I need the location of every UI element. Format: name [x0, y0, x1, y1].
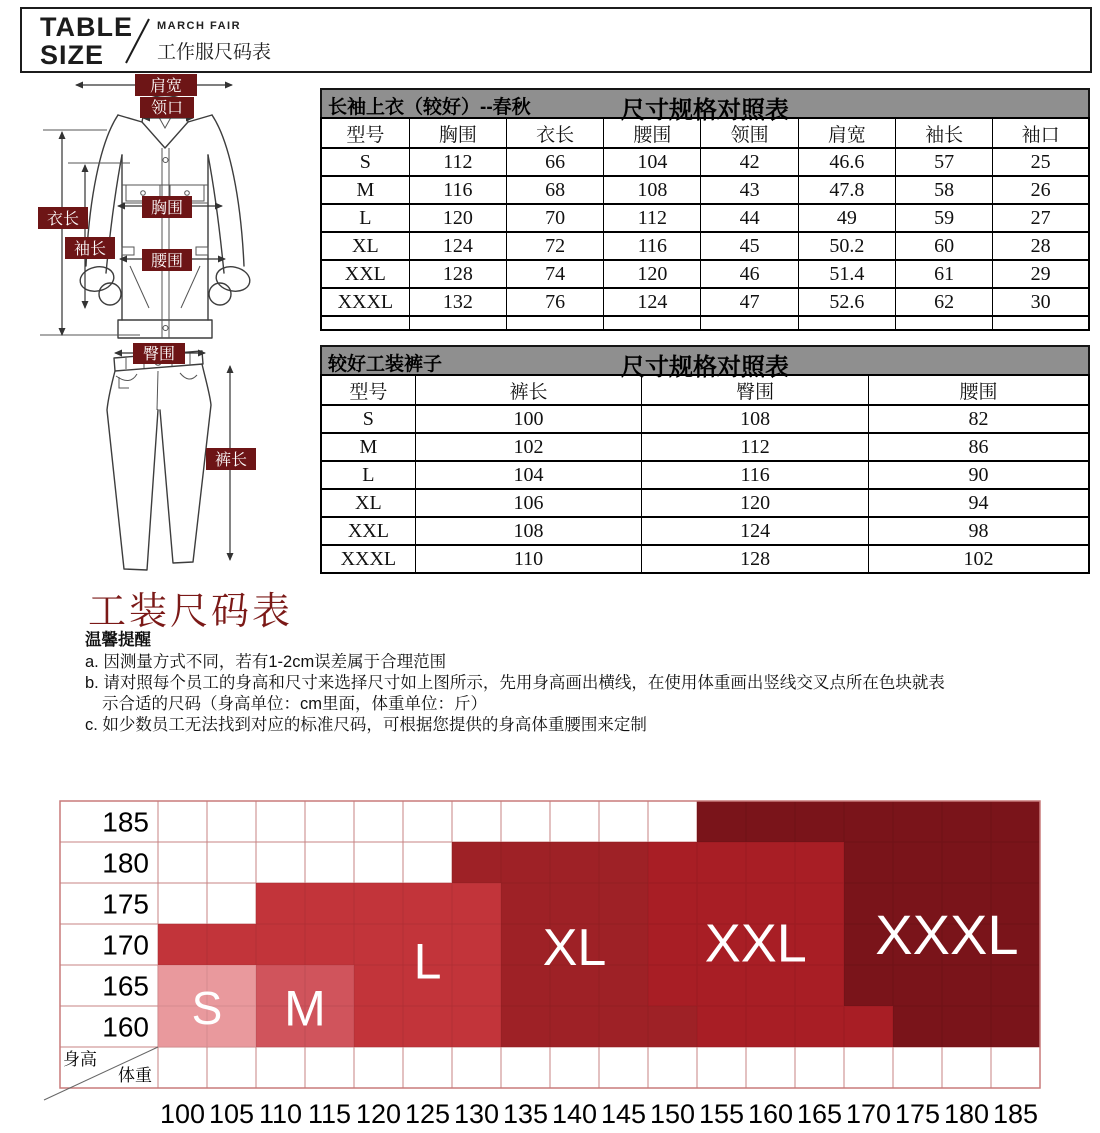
- heatmap-cell: [795, 801, 844, 842]
- weight-axis-tick: 165: [796, 1099, 843, 1129]
- jacket-size-table: [320, 117, 1090, 331]
- measure-arrows: [40, 85, 232, 560]
- sleeve-label: 袖长: [73, 241, 107, 258]
- table-cell: 26: [993, 176, 1089, 204]
- height-axis-tick: 170: [102, 929, 149, 961]
- table-cell: 112: [604, 204, 701, 232]
- table-cell: 45: [701, 232, 798, 260]
- heatmap-cell: [354, 924, 403, 965]
- column-header: 臀围: [642, 375, 869, 405]
- size-zone-label: L: [413, 933, 442, 990]
- table-cell: S: [321, 148, 409, 176]
- table-cell: 49: [798, 204, 895, 232]
- table-cell: 27: [993, 204, 1089, 232]
- column-header: 衣长: [506, 118, 603, 148]
- heatmap-cell: [452, 1006, 501, 1047]
- column-header: 领围: [701, 118, 798, 148]
- heatmap-cell: [648, 965, 697, 1006]
- table-cell: M: [321, 433, 415, 461]
- table-cell: 44: [701, 204, 798, 232]
- column-header: 型号: [321, 118, 409, 148]
- heatmap-cell: [550, 1006, 599, 1047]
- weight-axis-tick: 125: [404, 1099, 451, 1129]
- heatmap-cell: [795, 842, 844, 883]
- weight-axis-tick: 145: [600, 1099, 647, 1129]
- jacket-table-title: 长袖上衣（较好）--春秋: [328, 97, 531, 118]
- pants-drawing: [107, 351, 211, 570]
- heatmap-cell: [403, 883, 452, 924]
- heatmap-cell: [648, 1006, 697, 1047]
- table-cell: 57: [895, 148, 992, 176]
- note-b-line1: b. 请对照每个员工的身高和尺寸来选择尺寸如上图所示，先用身高画出横线，在使用体重画出竖线交叉点所在色块就表: [85, 674, 945, 692]
- heatmap-cell: [942, 965, 991, 1006]
- table-cell: 108: [415, 517, 642, 545]
- table-cell: L: [321, 461, 415, 489]
- heatmap-cell: [599, 842, 648, 883]
- table-cell: 28: [993, 232, 1089, 260]
- note-c: c. 如少数员工无法找到对应的标准尺码，可根据您提供的身高体重腰围来定制: [85, 716, 647, 734]
- heatmap-cell: [256, 924, 305, 965]
- table-row: [321, 232, 1089, 260]
- heatmap-cell: [599, 1006, 648, 1047]
- table-cell: 124: [604, 288, 701, 316]
- table-cell: S: [321, 405, 415, 433]
- heatmap-cell: [501, 1006, 550, 1047]
- table-cell: 132: [409, 288, 506, 316]
- table-cell: 112: [642, 433, 869, 461]
- brand-subtitle: [157, 20, 271, 64]
- heatmap-cell: [452, 965, 501, 1006]
- heatmap-cell: [305, 924, 354, 965]
- heatmap-cell: [697, 1006, 746, 1047]
- table-cell: 74: [506, 260, 603, 288]
- heatmap-cell: [207, 924, 256, 965]
- heatmap-cell: [844, 801, 893, 842]
- table-cell: 72: [506, 232, 603, 260]
- section-title: 工装尺码表: [88, 591, 294, 633]
- table-cell: 108: [604, 176, 701, 204]
- height-axis-tick: 165: [102, 970, 149, 1002]
- table-cell: 58: [895, 176, 992, 204]
- heatmap-cell: [893, 801, 942, 842]
- brand-header: [20, 7, 1092, 73]
- heatmap-cell: [746, 842, 795, 883]
- weight-axis-tick: 155: [698, 1099, 745, 1129]
- column-header: 袖长: [895, 118, 992, 148]
- waist-label: 腰围: [150, 253, 184, 270]
- table-cell: 82: [868, 405, 1089, 433]
- table-cell: 29: [993, 260, 1089, 288]
- table-row: [321, 405, 1089, 433]
- heatmap-cell: [991, 1006, 1040, 1047]
- heatmap-cell: [991, 965, 1040, 1006]
- table-cell: 76: [506, 288, 603, 316]
- table-cell: 102: [868, 545, 1089, 573]
- table-cell: XL: [321, 232, 409, 260]
- chest-label: 胸围: [150, 200, 184, 217]
- table-cell: 46: [701, 260, 798, 288]
- heatmap-cell: [354, 883, 403, 924]
- table-cell: 128: [642, 545, 869, 573]
- table-cell: 46.6: [798, 148, 895, 176]
- table-cell: 120: [642, 489, 869, 517]
- height-axis-tick: 160: [102, 1011, 149, 1043]
- table-cell: 128: [409, 260, 506, 288]
- column-header: 袖口: [993, 118, 1089, 148]
- table-cell: 25: [993, 148, 1089, 176]
- column-header: 胸围: [409, 118, 506, 148]
- table-cell: 70: [506, 204, 603, 232]
- table-cell: 94: [868, 489, 1089, 517]
- table-cell: 43: [701, 176, 798, 204]
- table-cell: 30: [993, 288, 1089, 316]
- column-header: 腰围: [604, 118, 701, 148]
- heatmap-cell: [893, 842, 942, 883]
- heatmap-cell: [354, 1006, 403, 1047]
- pants-size-table: [320, 374, 1090, 574]
- heatmap-cell: [697, 801, 746, 842]
- column-header: 肩宽: [798, 118, 895, 148]
- heatmap-cell: [991, 842, 1040, 883]
- table-cell: XL: [321, 489, 415, 517]
- table-cell: 47: [701, 288, 798, 316]
- heatmap-cell: [305, 883, 354, 924]
- table-cell: 50.2: [798, 232, 895, 260]
- table-cell: 104: [604, 148, 701, 176]
- heatmap-cell: [991, 801, 1040, 842]
- table-cell: 108: [642, 405, 869, 433]
- weight-axis-tick: 110: [258, 1099, 303, 1129]
- table-row: [321, 204, 1089, 232]
- heatmap-cell: [648, 883, 697, 924]
- table-cell: XXL: [321, 260, 409, 288]
- pants-table-title: 较好工装裤子: [328, 354, 443, 375]
- heatmap-cell: [697, 842, 746, 883]
- pants-spec-section: [320, 345, 1090, 574]
- weight-axis-tick: 185: [992, 1099, 1039, 1129]
- x-axis-label: 体重: [118, 1066, 152, 1085]
- page-title: 工作服尺码表: [157, 42, 272, 63]
- column-header: 裤长: [415, 375, 642, 405]
- table-cell: 51.4: [798, 260, 895, 288]
- table-cell: 68: [506, 176, 603, 204]
- table-cell: 52.6: [798, 288, 895, 316]
- table-cell: L: [321, 204, 409, 232]
- weight-axis-tick: 175: [894, 1099, 941, 1129]
- table-cell: 120: [409, 204, 506, 232]
- weight-axis-tick: 135: [502, 1099, 549, 1129]
- table-cell: 47.8: [798, 176, 895, 204]
- size-zone-label: XXL: [704, 913, 807, 974]
- heatmap-cell: [942, 801, 991, 842]
- weight-axis-tick: 130: [453, 1099, 500, 1129]
- size-zone-label: S: [191, 982, 223, 1035]
- notes-block: [85, 630, 945, 736]
- table-cell: 116: [409, 176, 506, 204]
- jacket-spec-section: [320, 88, 1090, 331]
- weight-axis-tick: 180: [943, 1099, 990, 1129]
- brand-sub-small: MARCH FAIR: [157, 20, 242, 32]
- weight-axis-tick: 120: [355, 1099, 402, 1129]
- table-row: [321, 176, 1089, 204]
- heatmap-cell: [844, 1006, 893, 1047]
- heatmap-cell: [844, 842, 893, 883]
- heatmap-cell: [648, 842, 697, 883]
- table-row: [321, 433, 1089, 461]
- heatmap-cell: [452, 883, 501, 924]
- table-cell: 124: [642, 517, 869, 545]
- jacket-table-header-band: [320, 88, 1090, 124]
- size-zone-label: XXXL: [875, 902, 1019, 966]
- table-row: [321, 489, 1089, 517]
- table-cell: 66: [506, 148, 603, 176]
- heatmap-cell: [256, 883, 305, 924]
- column-header: 腰围: [868, 375, 1089, 405]
- heatmap-cell: [452, 842, 501, 883]
- y-axis-label: 身高: [63, 1050, 97, 1069]
- table-cell: 62: [895, 288, 992, 316]
- heatmap-cell: [354, 965, 403, 1006]
- table-row: [321, 461, 1089, 489]
- table-cell: 86: [868, 433, 1089, 461]
- weight-axis-tick: 150: [649, 1099, 696, 1129]
- shoulder-label: 肩宽: [149, 78, 183, 95]
- size-zone-label: XL: [542, 918, 607, 977]
- table-cell: 90: [868, 461, 1089, 489]
- heatmap-cell: [599, 883, 648, 924]
- table-cell: 100: [415, 405, 642, 433]
- heatmap-cell: [746, 1006, 795, 1047]
- heatmap-cell: [648, 924, 697, 965]
- table-cell: 60: [895, 232, 992, 260]
- table-row: [321, 288, 1089, 316]
- table-cell: XXL: [321, 517, 415, 545]
- table-cell: 59: [895, 204, 992, 232]
- heatmap-cell: [893, 1006, 942, 1047]
- jacket-table-subtitle: 尺寸规格对照表: [621, 97, 789, 124]
- table-cell: 61: [895, 260, 992, 288]
- brand-line2: SIZE: [40, 40, 105, 70]
- pant-length-label: 裤长: [214, 452, 248, 469]
- table-row: [321, 260, 1089, 288]
- table-cell: 106: [415, 489, 642, 517]
- weight-axis-tick: 115: [307, 1099, 352, 1129]
- heatmap-cell: [599, 965, 648, 1006]
- table-cell: 124: [409, 232, 506, 260]
- table-cell: 102: [415, 433, 642, 461]
- weight-axis-tick: 160: [747, 1099, 794, 1129]
- brand-line1: TABLE: [40, 12, 133, 42]
- heatmap-cell: [893, 965, 942, 1006]
- heatmap-cell: [942, 842, 991, 883]
- heatmap-cell: [403, 1006, 452, 1047]
- table-cell: M: [321, 176, 409, 204]
- column-header: 型号: [321, 375, 415, 405]
- table-cell: 112: [409, 148, 506, 176]
- weight-axis-tick: 100: [159, 1099, 206, 1129]
- table-cell: 116: [642, 461, 869, 489]
- table-cell: 98: [868, 517, 1089, 545]
- note-a: a. 因测量方式不同，若有1-2cm误差属于合理范围: [85, 653, 447, 671]
- pants-table-subtitle: 尺寸规格对照表: [621, 354, 789, 381]
- empty-row: [321, 316, 1089, 330]
- table-cell: 120: [604, 260, 701, 288]
- heatmap-cell: [501, 842, 550, 883]
- table-cell: 104: [415, 461, 642, 489]
- size-heatmap-chart: [40, 790, 1055, 1133]
- table-row: [321, 148, 1089, 176]
- pants-table-header-band: [320, 345, 1090, 381]
- weight-axis-tick: 105: [208, 1099, 255, 1129]
- heatmap-cell: [550, 842, 599, 883]
- table-row: [321, 517, 1089, 545]
- table-cell: 42: [701, 148, 798, 176]
- heatmap-cell: [599, 924, 648, 965]
- note-b-line2: 示合适的尺码（身高单位：cm里面，体重单位：斤）: [102, 695, 487, 713]
- table-cell: XXXL: [321, 545, 415, 573]
- table-cell: XXXL: [321, 288, 409, 316]
- heatmap-cell: [844, 965, 893, 1006]
- table-row: [321, 545, 1089, 573]
- length-label: 衣长: [46, 211, 80, 228]
- table-cell: 110: [415, 545, 642, 573]
- height-axis-tick: 175: [102, 888, 149, 920]
- slash-divider-icon: [120, 14, 154, 68]
- hip-label: 臀围: [142, 346, 176, 363]
- heatmap-cell: [452, 924, 501, 965]
- heatmap-cell: [158, 924, 207, 965]
- heatmap-cell: [795, 1006, 844, 1047]
- weight-axis-tick: 170: [845, 1099, 892, 1129]
- height-axis-tick: 180: [102, 847, 149, 879]
- table-cell: 116: [604, 232, 701, 260]
- height-axis-tick: 185: [102, 806, 149, 838]
- collar-label: 领口: [150, 100, 184, 117]
- notes-heading: 温馨提醒: [85, 631, 151, 649]
- size-zone-label: M: [284, 980, 326, 1037]
- weight-axis-tick: 140: [551, 1099, 598, 1129]
- heatmap-cell: [942, 1006, 991, 1047]
- garment-measure-diagram: [30, 70, 322, 600]
- heatmap-cell: [746, 801, 795, 842]
